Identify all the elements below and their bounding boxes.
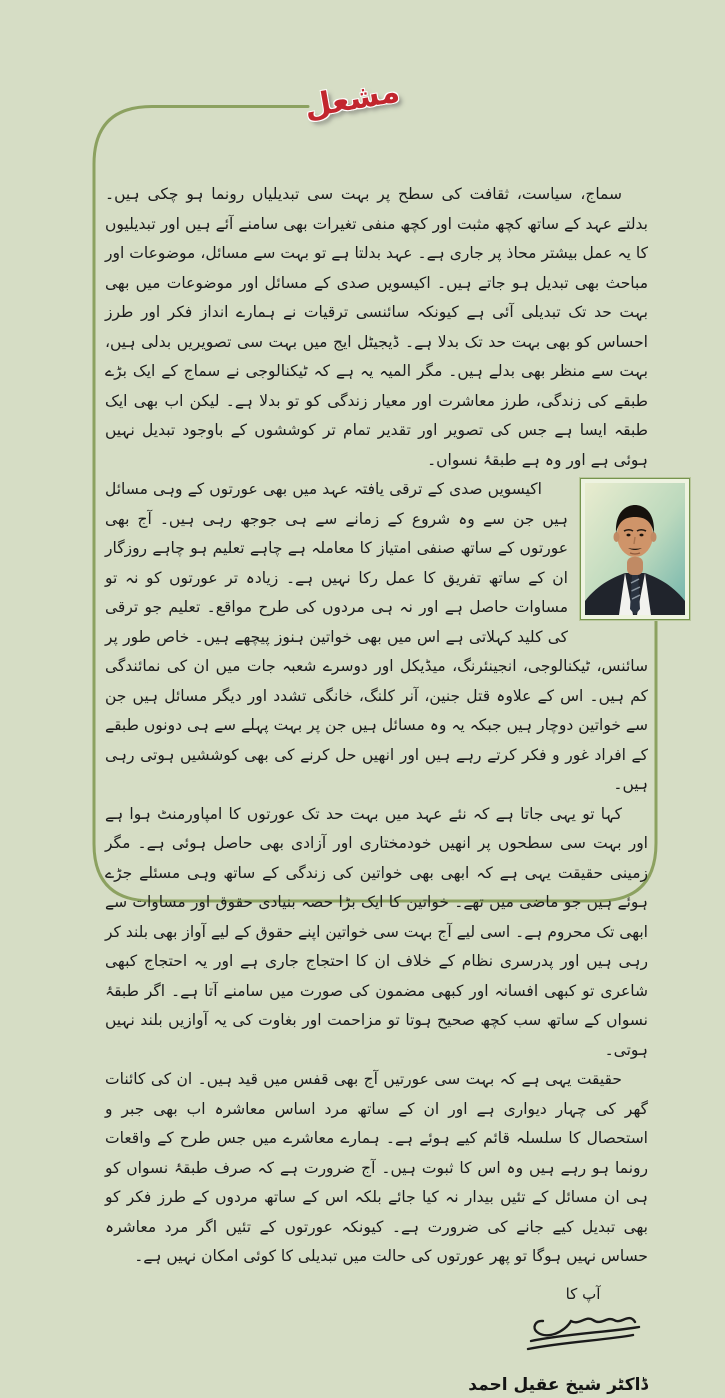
- closing-block: [518, 1284, 648, 1398]
- editorial-paragraph-2-text: اکیسویں صدی کے ترقی یافتہ عہد میں بھی عورتوں کے وہی مسائل ہیں جن سے وہ شروع کے زمانے سے ہی جوجھ رہی ہیں۔ آج بھی عورتوں کے ساتھ صنفی امتیاز کا معاملہ ہے چاہے تعلیم ہو چاہے روزگار ان کے ساتھ تفریق کا عمل رکا نہیں ہے۔ زیادہ تر عورتوں کو نہ تو مساوات حاصل ہے اور نہ ہی مردوں کی طرح مواقع۔ تعلیم جو ترقی کی کلید کہلاتی ہے اس میں بھی خواتین ہنوز پیچھے ہیں۔ خاص طور پر سائنس، ٹیکنالوجی، انجینئرنگ، میڈیکل اور دوسرے شعبہ جات میں ان کی نمائندگی کم ہیں۔ اس کے علاوہ قتل جنین، آنر کلنگ، خانگی تشدد اور دیگر مسائل ہیں جن سے خواتین دوچار ہیں جبکہ یہ وہ مسائل ہیں جن پر بہت پہلے سے ہی دونوں طبقے کے افراد غور و فکر کرتے رہے ہیں اور انھیں حل کرنے کی بھی کوششیں ہوتی رہی ہیں۔: [105, 480, 648, 793]
- valediction-text: آپ کا: [518, 1284, 648, 1304]
- editorial-paragraph-2: [105, 475, 648, 800]
- author-name: ڈاکٹر شیخ عقیل احمد: [518, 1372, 648, 1398]
- editorial-paragraph-3: کہا تو یہی جاتا ہے کہ نئے عہد میں بہت حد تک عورتوں کا امپاورمنٹ ہوا ہے اور بہت سی سطحوں پر انھیں خودمختاری اور آزادی بھی حاصل ہوئی ہے۔ مگر زمینی حقیقت یہی ہے کہ ابھی بھی خواتین کی زندگی کے ساتھ وہی مسئلے جڑے ہوئے ہیں جو ماضی میں تھے۔ خواتین کا ایک بڑا حصہ بنیادی حقوق اور مساوات سے ابھی تک محروم ہے۔ اسی لیے آج بہت سی خواتین اپنے حقوق کے لیے آواز بھی بلند کر رہی ہیں اور پدرسری نظام کے خلاف ان کا احتجاج جاری ہے اور یہ احتجاج کبھی شاعری تو کبھی افسانہ اور کبھی مضمون کی صورت میں سامنے آتا ہے۔ اگر طبقۂ نسواں کے ساتھ سب کچھ صحیح ہوتا تو مزاحمت اور بغاوت کی یہ آوازیں بلند نہیں ہوتی۔: [105, 800, 648, 1066]
- editorial-article: [105, 180, 648, 1398]
- signature-icon: [523, 1308, 643, 1360]
- author-signature: [518, 1308, 648, 1371]
- editorial-paragraph-1: سماج، سیاست، ثقافت کی سطح پر بہت سی تبدیلیاں رونما ہو چکی ہیں۔ بدلتے عہد کے ساتھ کچھ مثبت اور کچھ منفی تغیرات بھی سامنے آئے ہیں اور تبدیلیوں کا یہ عمل بیشتر محاذ پر جاری ہے۔ عہد بدلتا ہے تو بہت سے مسائل، موضوعات اور مباحث بھی تبدیل ہو جاتے ہیں۔ اکیسویں صدی کے مسائل اور موضوعات میں بھی بہت حد تک تبدیلی آئی ہے کیونکہ سائنسی ترقیات نے ہمارے انداز فکر اور طرز احساس کو بھی بہت حد تک بدلا ہے۔ ڈیجیٹل ایج میں بہت سی تصویریں بدلی ہیں، بہت سے منظر بھی بدلے ہیں۔ مگر المیہ یہ ہے کہ ٹیکنالوجی نے سماج کے ایک بڑے طبقے کی زندگی، طرز معاشرت اور معیار زندگی کو تو بدلا ہے۔ لیکن اب بھی ایک طبقہ ایسا ہے جس کی تصویر اور تقدیر تمام تر کوششوں کے باوجود تبدیل نہیں ہوئی ہے اور وہ ہے طبقۂ نسواں۔: [105, 180, 648, 475]
- author-photo: [580, 478, 690, 620]
- magazine-logo: مشعل: [303, 62, 404, 137]
- author-portrait-image: [585, 483, 685, 615]
- editorial-paragraph-4: حقیقت یہی ہے کہ بہت سی عورتیں آج بھی قفس میں قید ہیں۔ ان کی کائنات گھر کی چہار دیواری ہے اور ان کے ساتھ مرد اساس معاشرہ اب بھی جبر و استحصال کا سلسلہ قائم کیے ہوئے ہے۔ ہمارے معاشرے میں جس طرح کے واقعات رونما ہو رہے ہیں وہ اس کا ثبوت ہیں۔ آج ضرورت ہے کہ صرف طبقۂ نسواں کو ہی ان مسائل کے تئیں بیدار نہ کیا جائے بلکہ اس کے ساتھ مردوں کے طرز فکر کو بھی تبدیل کیے جانے کی ضرورت ہے۔ کیونکہ عورتوں کے تئیں اگر مرد معاشرہ حساس نہیں ہوگا تو پھر عورتوں کی حالت میں تبدیلی کا کوئی امکان نہیں ہے۔: [105, 1065, 648, 1272]
